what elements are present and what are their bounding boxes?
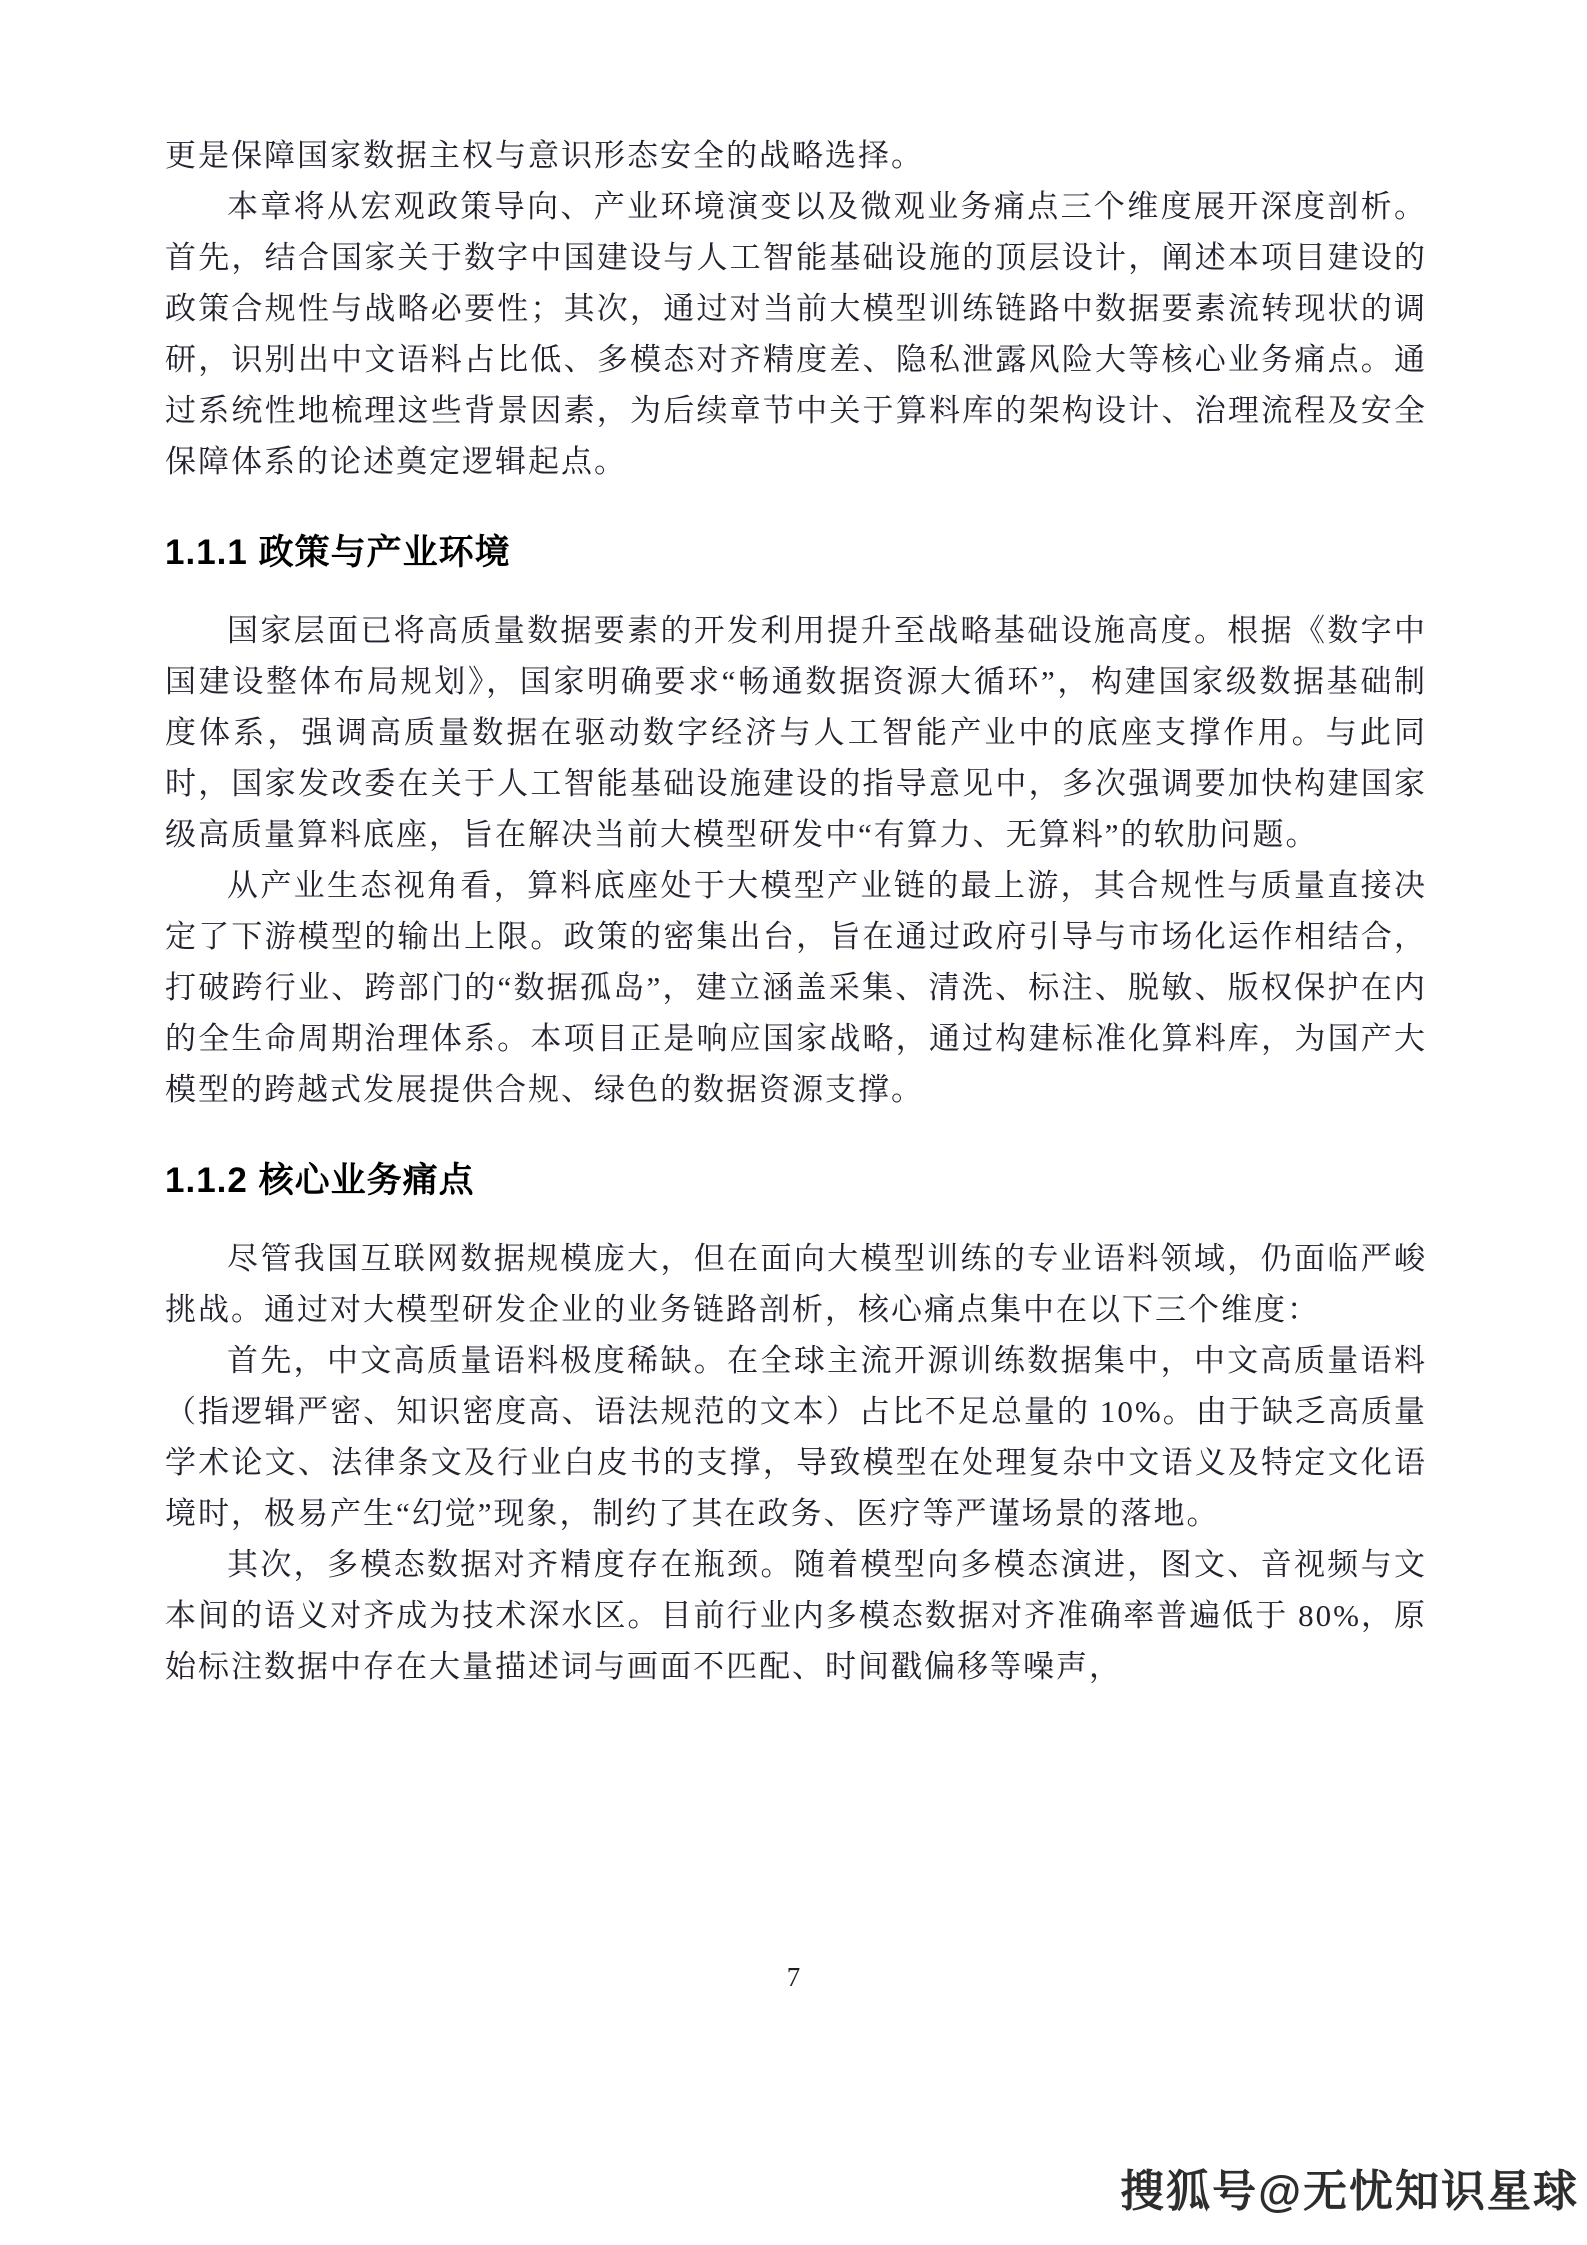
section-heading-core-pain-points: 1.1.2 核心业务痛点 — [165, 1161, 475, 1200]
paragraph-chapter-overview: 本章将从宏观政策导向、产业环境演变以及微观业务痛点三个维度展开深度剖析。首先，结合国家关于数字中国建设与人工智能基础设施的顶层设计，阐述本项目建设的政策合规性与战略必要性；其次，通过对当前大模型训练链路中数据要素流转现状的调研，识别出中文语料占比低、多模态对齐精度差、隐私泄露风险大等核心业务痛点。通过系统性地梳理这些背景因素，为后续章节中关于算料库的架构设计、治理流程及安全保障体系的论述奠定逻辑起点。 — [165, 189, 1427, 479]
paragraph-pain-point-scarcity: 首先，中文高质量语料极度稀缺。在全球主流开源训练数据集中，中文高质量语料（指逻辑严密、知识密度高、语法规范的文本）占比不足总量的 10%。由于缺乏高质量学术论文、法律条文及行业白皮书的支撑，导致模型在处理复杂中文语义及特定文化语境时，极易产生“幻觉”现象，制约了其在政务、医疗等严谨场景的落地。 — [165, 1343, 1427, 1531]
paragraph-pain-point-multimodal: 其次，多模态数据对齐精度存在瓶颈。随着模型向多模态演进，图文、音视频与文本间的语义对齐成为技术深水区。目前行业内多模态数据对齐准确率普遍低于 80%，原始标注数据中存在大量描述词与画面不匹配、时间戳偏移等噪声， — [165, 1547, 1427, 1684]
section-heading-policy-industry: 1.1.1 政策与产业环境 — [165, 533, 511, 572]
paragraph-national-policy: 国家层面已将高质量数据要素的开发利用提升至战略基础设施高度。根据《数字中国建设整体布局规划》，国家明确要求“畅通数据资源大循环”，构建国家级数据基础制度体系，强调高质量数据在驱动数字经济与人工智能产业中的底座支撑作用。与此同时，国家发改委在关于人工智能基础设施建设的指导意见中，多次强调要加快构建国家级高质量算料底座，旨在解决当前大模型研发中“有算力、无算料”的软肋问题。 — [165, 613, 1427, 852]
page-number: 7 — [786, 1962, 801, 1992]
paragraph-pain-points-intro: 尽管我国互联网数据规模庞大，但在面向大模型训练的专业语料领域，仍面临严峻挑战。通过对大模型研发企业的业务链路剖析，核心痛点集中在以下三个维度： — [165, 1241, 1427, 1327]
watermark-text: 搜狐号@无忧知识星球 — [1120, 2167, 1579, 2216]
paragraph-industry-ecosystem: 从产业生态视角看，算料底座处于大模型产业链的最上游，其合规性与质量直接决定了下游模型的输出上限。政策的密集出台，旨在通过政府引导与市场化运作相结合，打破跨行业、跨部门的“数据孤岛”，建立涵盖采集、清洗、标注、脱敏、版权保护在内的全生命周期治理体系。本项目正是响应国家战略，通过构建标准化算料库，为国产大模型的跨越式发展提供合规、绿色的数据资源支撑。 — [165, 868, 1427, 1107]
document-body — [165, 130, 1427, 1692]
paragraph-continuation: 更是保障国家数据主权与意识形态安全的战略选择。 — [165, 138, 924, 173]
